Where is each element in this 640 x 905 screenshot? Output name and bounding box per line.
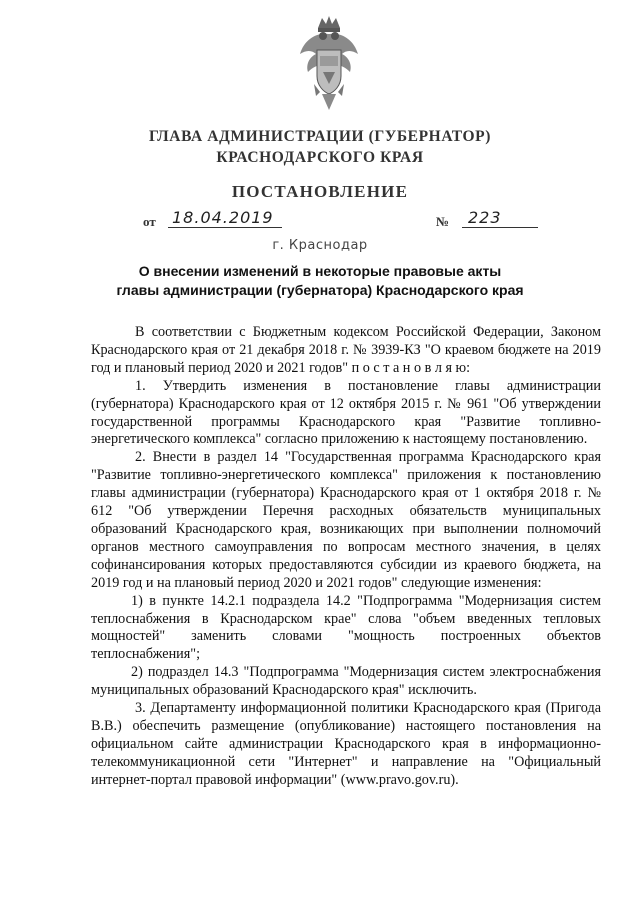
number-label: № [436, 214, 450, 229]
date-number-row [0, 208, 640, 230]
org-title-line2: КРАСНОДАРСКОГО КРАЯ [216, 149, 424, 166]
org-title-line1: ГЛАВА АДМИНИСТРАЦИИ (ГУБЕРНАТОР) [149, 128, 491, 145]
date-label: от [143, 214, 156, 229]
date-value: 18.04.2019 [168, 208, 282, 228]
document-body [91, 324, 601, 790]
document-type: ПОСТАНОВЛЕНИЕ [231, 182, 409, 201]
paragraph-2: 2. Внести в раздел 14 "Государственная программа Краснодарского края "Развитие топливно-энергетического комплекса" приложения к постановлению главы администрации (губернатора) Краснодарского края от 1 октября 2018 г. № 612 "Об утверждении Перечня расходных обязательств муниципальных образований Краснодарского края, возникающих при выполнении полномочий органов местного самоуправления по вопросам местного значения, в целях софинансирования которых предоставляются субсидии из краевого бюджета, на 2019 год и на плановый период 2020 и 2021 годов" следующие изменения: [91, 449, 601, 591]
paragraph-2-item-1: 1) в пункте 14.2.1 подраздела 14.2 "Подпрограмма "Модернизация систем теплоснабжения в Краснодарском крае" слова "объем введенных тепловых мощностей" заменить словами "мощность построенных объектов теплоснабжения"; [91, 592, 601, 663]
paragraph-3: 3. Департаменту информационной политики Краснодарского края (Пригода В.В.) обеспечить размещение (опубликование) настоящего постановления на официальном сайте администрации Краснодарского края в информационно-телекоммуникационной сети "Интернет" и направление на "Официальный интернет-портал правовой информации" (www.pravo.gov.ru). [91, 700, 601, 788]
subject-line2: главы администрации (губернатора) Краснодарского края [116, 282, 524, 298]
city: г. Краснодар [272, 238, 368, 253]
paragraph-1: 1. Утвердить изменения в постановление главы администрации (губернатора) Краснодарского края от 12 октября 2015 г. № 961 "Об утверждении государственной программы Краснодарского края "Развитие топливно-энергетического комплекса" согласно приложению к настоящему постановлению. [91, 377, 601, 448]
krasnodar-coat-of-arms-icon [296, 14, 362, 114]
number-value: 223 [462, 208, 538, 228]
paragraph-2-item-2: 2) подраздел 14.3 "Подпрограмма "Модернизация систем электроснабжения муниципальных образований Краснодарского края" исключить. [91, 664, 601, 699]
preamble-paragraph: В соответствии с Бюджетным кодексом Российской Федерации, Законом Краснодарского края от 21 декабря 2018 г. № 3939-КЗ "О краевом бюджете на 2019 год и плановый период 2020 и 2021 годов" п о с т а н о в л я ю: [91, 324, 601, 376]
subject-line1: О внесении изменений в некоторые правовые акты [138, 263, 502, 279]
